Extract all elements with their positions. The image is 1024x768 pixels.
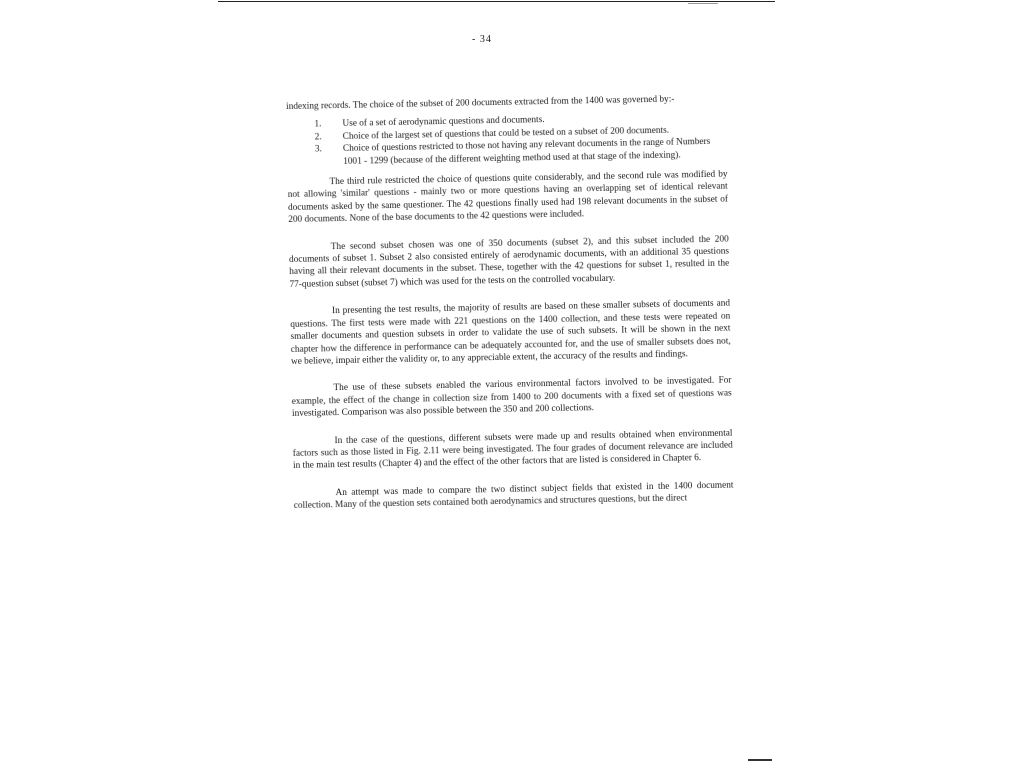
- paragraph-third-rule: The third rule restricted the choice of questions quite considerably, and the second rule was modified by not allowing 'similar' questions - mainly two or more questions having an overlapping set of identical relevant documents asked by the same questioner. The 42 questions finally used had 198 relevant documents in the subset of 200 documents. None of the base documents to the 42 questions were included.: [287, 169, 729, 226]
- list-item-text: Use of a set of aerodynamic questions and documents.: [342, 115, 545, 130]
- top-rule: [218, 1, 775, 2]
- rules-list: [286, 111, 727, 169]
- list-item-text: Choice of questions restricted to those not having any relevant documents in the range of Numbers 1001 - 1299 (because of the different weighting method used at that stage of the indexing).: [342, 137, 711, 167]
- document-body: [286, 93, 734, 513]
- paragraph-environmental-factors: The use of these subsets enabled the various environmental factors involved to be investigated. For example, the effect of the change in collection size from 1400 to 200 documents with a fixed set of questions was investigated. Comparison was also possible between the 350 and 200 collections.: [291, 375, 732, 420]
- bottom-tick: [748, 759, 772, 761]
- list-item-text: Choice of the largest set of questions that could be tested on a subset of 200 documents.: [342, 125, 670, 142]
- list-item-number: 1.: [314, 119, 322, 130]
- paragraph-second-subset: The second subset chosen was one of 350 documents (subset 2), and this subset included the 200 documents of subset 1. Subset 2 also consisted entirely of aerodynamic documents, with an additional 35 questions having all their relevant documents in the subset. These, together with the 42 questions for subset 1, resulted in the 77-question subset (subset 7) which was used for the tests on the controlled vocabulary.: [288, 234, 730, 290]
- paragraph-subject-fields: An attempt was made to compare the two distinct subject fields that existed in the 1400 document collection. Many of the question sets contained both aerodynamics and structures questions, but the direct: [293, 480, 734, 512]
- top-rule-tick: [688, 3, 718, 4]
- list-item-number: 3.: [314, 144, 323, 155]
- paragraph-test-results: In presenting the test results, the majority of results are based on these smaller subsets of documents and questions. The first tests were made with 221 questions on the 1400 collection, and these tests were repeated on smaller documents and question subsets in order to validate the use of such subsets. It will be shown in the next chapter how the difference in performance can be adequately accounted for, and the use of smaller subsets does not, we believe, impair either the validity or, to any appreciable extent, the accuracy of the results and findings.: [290, 298, 731, 367]
- paragraph-question-subsets: In the case of the questions, different subsets were made up and results obtained when environmental factors such as those listed in Fig. 2.11 were being investigated. The four grades of document relevance are included in the main test results (Chapter 4) and the effect of the other factors that are listed is considered in Chapter 6.: [292, 428, 733, 472]
- list-item-number: 2.: [314, 132, 322, 143]
- page-number: - 34: [472, 34, 492, 45]
- paragraph-intro: indexing records. The choice of the subset of 200 documents extracted from the 1400 was governed by:-: [286, 94, 675, 112]
